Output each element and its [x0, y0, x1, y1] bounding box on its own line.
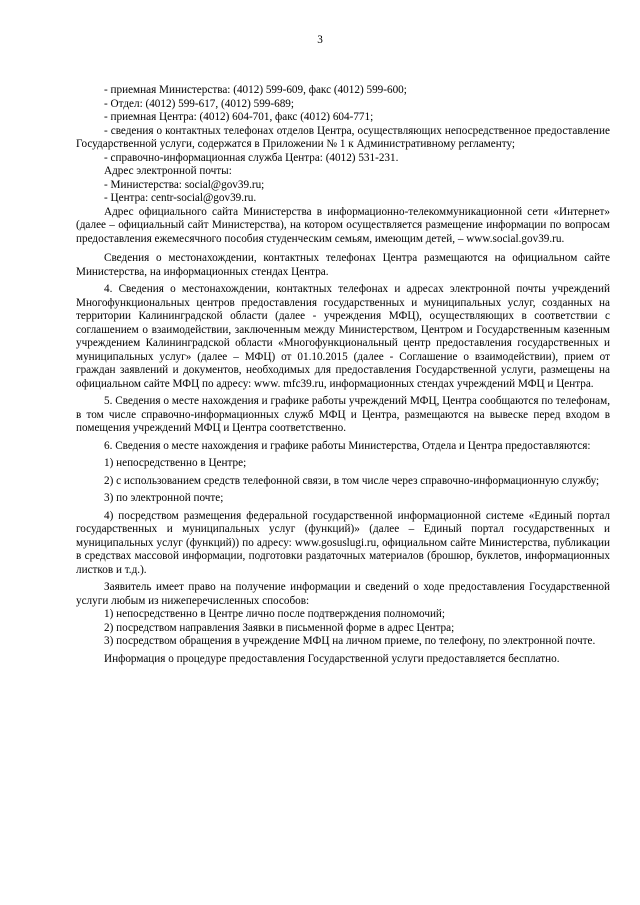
- list-item-1-in-center: 1) непосредственно в Центре;: [104, 457, 247, 469]
- paragraph-applicant-rights: Заявитель имеет право на получение информации и сведений о ходе предоставления Государственной услуги любым из нижеперечисленных способов:: [76, 581, 610, 607]
- paragraph-email-ministry: - Министерства: social@gov39.ru;: [104, 178, 265, 191]
- list-item-1-personal: 1) непосредственно в Центре лично после подтверждения полномочий;: [104, 608, 446, 620]
- paragraph-free-of-charge: Информация о процедуре предоставления Государственной услуги предоставляется бесплатно.: [104, 652, 560, 665]
- list-item-2-written-request: 2) посредством направления Заявки в письменной форме в адрес Центра;: [104, 621, 455, 634]
- paragraph-phone-department: - Отдел: (4012) 599-617, (4012) 599-689;: [104, 97, 295, 110]
- page-number: 3: [317, 34, 323, 46]
- list-item-2-phone: 2) с использованием средств телефонной связи, в том числе через справочно-информационную службу;: [104, 474, 600, 487]
- paragraph-email-center: - Центра: centr-social@gov39.ru.: [104, 192, 257, 204]
- paragraph-email-heading: Адрес электронной почты:: [104, 165, 232, 177]
- paragraph-phone-center: - приемная Центра: (4012) 604-701, факс (4012) 604-771;: [104, 111, 374, 123]
- paragraph-item-4-mfc: 4. Сведения о местонахождении, контактных телефонах и адресах электронной почты учреждений Многофункциональных центров предоставления государственных и муниципальных услуг, созданных на территории Калининградской области (далее - учреждения МФЦ), осуществляющих в соответствии с соглашением о взаимодействии, заключенным между Министерством, Центром и Государственным казенным учреждением Калининградской области «Многофункциональный центр предоставления государственных и муниципальных услуг» (далее – МФЦ) от 01.10.2015 (далее - Соглашение о взаимодействии), прием от граждан заявлений и документов, необходимых для предоставления Государственной услуги, размещены на официальном сайте МФЦ по адресу: www. mfc39.ru, информационных стендах учреждений МФЦ и Центра.: [76, 283, 610, 390]
- paragraph-official-site: Адрес официального сайта Министерства в информационно-телекоммуникационной сети «Интернет» (далее – официальный сайт Министерства), на котором осуществляется размещение информации по вопросам предоставления ежемесячного пособия студенческим семьям, имеющим детей, – www.social.gov39.ru.: [76, 205, 610, 245]
- document-body: [76, 84, 610, 666]
- paragraph-item-5-schedule: 5. Сведения о месте нахождения и графике работы учреждений МФЦ, Центра сообщаются по телефонам, в том числе справочно-информационных служб МФЦ и Центра, размещаются на вывеске перед входом в помещения учреждений МФЦ и Центра соответственно.: [76, 395, 610, 434]
- paragraph-item-6-info-methods: 6. Сведения о месте нахождения и графике работы Министерства, Отдела и Центра предоставляются:: [104, 439, 591, 452]
- list-item-3-mfc-appeal: 3) посредством обращения в учреждение МФЦ на личном приеме, по телефону, по электронной почте.: [104, 635, 596, 647]
- paragraph-center-location-info: Сведения о местонахождении, контактных телефонах Центра размещаются на официальном сайте Министерства, на информационных стендах Центра.: [76, 252, 610, 278]
- paragraph-phone-ministry: - приемная Министерства: (4012) 599-609, факс (4012) 599-600;: [104, 84, 407, 96]
- list-item-4-portal: 4) посредством размещения федеральной государственной информационной системе «Единый портал государственных и муниципальных услуг (функций)» (далее – Единый портал государственных и муниципальных услуг (функций)) по адресу: www.gosuslugi.ru, официальном сайте Министерства, публикации в средствах массовой информации, подготовки раздаточных материалов (брошюр, буклетов, информационных листков и т.д.).: [76, 509, 610, 576]
- list-item-3-email: 3) по электронной почте;: [104, 492, 224, 504]
- paragraph-help-service: - справочно-информационная служба Центра: (4012) 531-231.: [104, 151, 399, 164]
- paragraph-phone-center-departments: - сведения о контактных телефонах отделов Центра, осуществляющих непосредственное предоставление Государственной услуги, содержатся в Приложении № 1 к Административному регламенту;: [76, 124, 610, 150]
